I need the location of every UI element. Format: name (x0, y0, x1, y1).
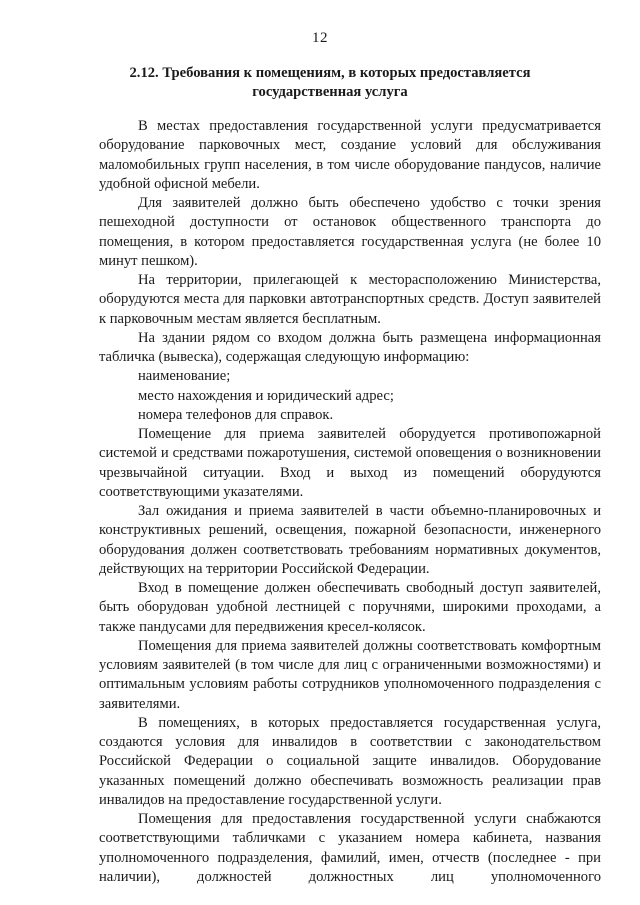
section-heading (110, 64, 550, 102)
paragraph-parking: В местах предоставления государственной услуги предусматривается оборудование парковочных мест, создание условий для обслуживания маломобильных групп населения, в том числе оборудование пандусов, наличие удобной офисной мебели. (99, 118, 601, 192)
list-item-address: место нахождения и юридический адрес; (138, 387, 394, 404)
paragraph-comfort: Помещения для приема заявителей должны соответствовать комфортным условиям заявителей (в том числе для лиц с ограниченными возможностями) и оптимальным условиям работы сотрудников уполномоченного подразделения с заявителями. (99, 637, 601, 712)
paragraph-signage: Помещения для предоставления государственной услуги снабжаются соответствующими табличками с указанием номера кабинета, названия уполномоченного подразделения, фамилий, имен, отчеств (последнее - при наличии), должностей должностных лиц уполномоченного (99, 811, 601, 885)
list-item-phones: номера телефонов для справок. (138, 406, 334, 423)
paragraph-fire-safety: Помещение для приема заявителей оборудуется противопожарной системой и средствами пожаротушения, системой оповещения о возникновении чрезвычайной ситуации. Вход и выход из помещений оборудуются соответствующими указателями. (99, 426, 601, 500)
paragraph-info-sign: На здании рядом со входом должна быть размещена информационная табличка (вывеска), содержащая следующую информацию: (99, 329, 601, 365)
list-item-name: наименование; (138, 368, 231, 385)
document-body (99, 117, 601, 887)
paragraph-territory-parking: На территории, прилегающей к месторасположению Министерства, оборудуются места для парковки автотранспортных средств. Доступ заявителей к парковочным местам является бесплатным. (99, 272, 601, 327)
paragraph-waiting-hall: Зал ожидания и приема заявителей в части объемно-планировочных и конструктивных решений, освещения, пожарной безопасности, инженерного оборудования должен соответствовать требованиям нормативных документов, действующих на территории Российской Федерации. (99, 503, 601, 577)
page-number: 12 (312, 30, 328, 46)
section-heading-line-1: 2.12. Требования к помещениям, в которых предоставляется (129, 65, 531, 81)
paragraph-entrance: Вход в помещение должен обеспечивать свободный доступ заявителей, быть оборудован удобной лестницей с поручнями, широкими проходами, а также пандусами для передвижения кресел-колясок. (99, 580, 601, 635)
section-heading-line-2: государственная услуга (252, 84, 408, 100)
paragraph-disabled-access: В помещениях, в которых предоставляется государственная услуга, создаются условия для инвалидов в соответствии с законодательством Российской Федерации о социальной защите инвалидов. Оборудование указанных помещений должно обеспечивать возможность реализации прав инвалидов на предоставление государственной услуги. (99, 714, 601, 808)
paragraph-pedestrian-access: Для заявителей должно быть обеспечено удобство с точки зрения пешеходной доступности от остановок общественного транспорта до помещения, в котором предоставляется государственная услуга (не более 10 минут пешком). (99, 195, 601, 269)
